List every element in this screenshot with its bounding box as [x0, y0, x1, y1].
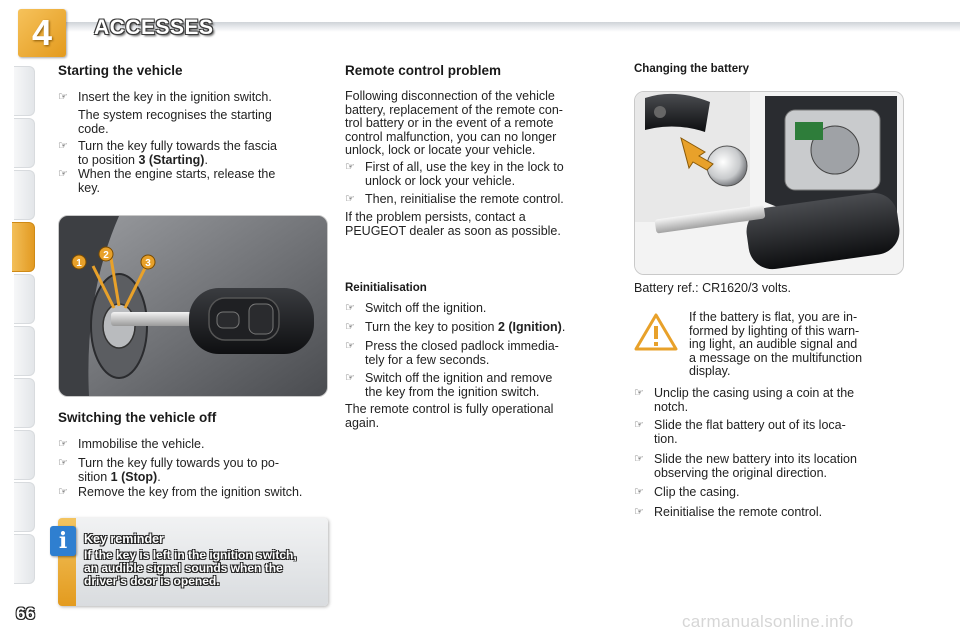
starting-note: The system recognises the starting code.	[78, 108, 272, 136]
chapter-tab-7[interactable]	[14, 378, 35, 428]
arrow-bullet-icon: ☞	[634, 387, 644, 399]
battery-step-5: ☞ Reinitialise the remote control.	[634, 505, 823, 519]
chapter-tab-2[interactable]	[14, 118, 35, 168]
chapter-tab-8[interactable]	[14, 430, 35, 480]
chapter-tab-1[interactable]	[14, 66, 35, 116]
battery-step-2: ☞ Slide the flat battery out of its loca- tion.	[634, 418, 846, 446]
reinitialisation-title: Reinitialisation	[345, 282, 427, 294]
arrow-bullet-icon: ☞	[634, 506, 644, 518]
switching-step-3: ☞ Remove the key from the ignition switch.	[58, 485, 303, 499]
remote-problem-dealer: If the problem persists, contact a PEUGEOT dealer as soon as possible.	[345, 210, 561, 238]
warning-triangle-icon	[634, 312, 678, 352]
starting-step-3: ☞ When the engine starts, release the key.	[58, 167, 276, 195]
reinit-done: The remote control is fully operational again.	[345, 402, 554, 430]
arrow-bullet-icon: ☞	[634, 486, 644, 498]
position-label-3: 3	[145, 258, 151, 269]
starting-title: Starting the vehicle	[58, 63, 183, 78]
remote-battery-figure	[634, 91, 904, 275]
key-reminder-title: Key reminder	[84, 532, 164, 546]
ignition-key-figure	[58, 215, 328, 397]
arrow-bullet-icon: ☞	[58, 168, 68, 180]
position-label-1: 1	[76, 258, 82, 269]
reinit-step-2: ☞ Turn the key to position 2 (Ignition).	[345, 320, 566, 334]
arrow-bullet-icon: ☞	[345, 340, 355, 352]
chapter-tabs	[0, 58, 36, 580]
chapter-tab-3[interactable]	[14, 170, 35, 220]
arrow-bullet-icon: ☞	[345, 321, 355, 333]
battery-flat-warning: If the battery is flat, you are in- formed by lighting of this warn- ing light, an audible signal and a message on the multifunction display.	[689, 310, 863, 378]
arrow-bullet-icon: ☞	[345, 372, 355, 384]
reinit-step-4: ☞ Switch off the ignition and remove the key from the ignition switch.	[345, 371, 553, 399]
arrow-bullet-icon: ☞	[634, 419, 644, 431]
arrow-bullet-icon: ☞	[58, 438, 68, 450]
chapter-tab-9[interactable]	[14, 482, 35, 532]
arrow-bullet-icon: ☞	[345, 161, 355, 173]
remote-step-1: ☞ First of all, use the key in the lock to unlock or lock your vehicle.	[345, 160, 564, 188]
battery-step-1: ☞ Unclip the casing using a coin at the notch.	[634, 386, 855, 414]
starting-step-2: ☞ Turn the key fully towards the fascia to position 3 (Starting).	[58, 139, 277, 167]
starting-step-1: ☞ Insert the key in the ignition switch.	[58, 90, 272, 104]
watermark: carmanualsonline.info	[682, 612, 854, 631]
info-icon: i	[50, 526, 76, 556]
switching-off-title: Switching the vehicle off	[58, 410, 217, 425]
arrow-bullet-icon: ☞	[634, 453, 644, 465]
switching-step-1: ☞ Immobilise the vehicle.	[58, 437, 205, 451]
arrow-bullet-icon: ☞	[345, 302, 355, 314]
remote-problem-title: Remote control problem	[345, 63, 502, 78]
chapter-tab-5[interactable]	[14, 274, 35, 324]
position-label-2: 2	[103, 250, 109, 261]
remote-problem-intro: Following disconnection of the vehicle battery, replacement of the remote con- trol battery or in the event of a remote control malfunction, you can no longer unlock, lock or locate your vehicle.	[345, 89, 563, 157]
arrow-bullet-icon: ☞	[58, 457, 68, 469]
remote-step-2: ☞ Then, reinitialise the remote control.	[345, 192, 564, 206]
chapter-tab-6[interactable]	[14, 326, 35, 376]
chapter-number: 4	[31, 12, 53, 53]
changing-battery-title: Changing the battery	[634, 63, 750, 75]
battery-step-3: ☞ Slide the new battery into its location observing the original direction.	[634, 452, 857, 480]
reinit-step-1: ☞ Switch off the ignition.	[345, 301, 487, 315]
battery-reference: Battery ref.: CR1620/3 volts.	[634, 281, 792, 295]
battery-step-4: ☞ Clip the casing.	[634, 485, 740, 499]
arrow-bullet-icon: ☞	[345, 193, 355, 205]
chapter-tab-4-active[interactable]	[12, 222, 35, 272]
key-reminder-text: If the key is left in the ignition switch, an audible signal sounds when the driver's door is opened.	[84, 548, 297, 588]
chapter-title: ACCESSES	[94, 16, 214, 39]
arrow-bullet-icon: ☞	[58, 91, 68, 103]
page-number: 66	[16, 604, 35, 623]
chapter-tab-10[interactable]	[14, 534, 35, 584]
arrow-bullet-icon: ☞	[58, 140, 68, 152]
switching-step-2: ☞ Turn the key fully towards you to po- sition 1 (Stop).	[58, 456, 280, 484]
arrow-bullet-icon: ☞	[58, 486, 68, 498]
reinit-step-3: ☞ Press the closed padlock immedia- tely for a few seconds.	[345, 339, 559, 367]
